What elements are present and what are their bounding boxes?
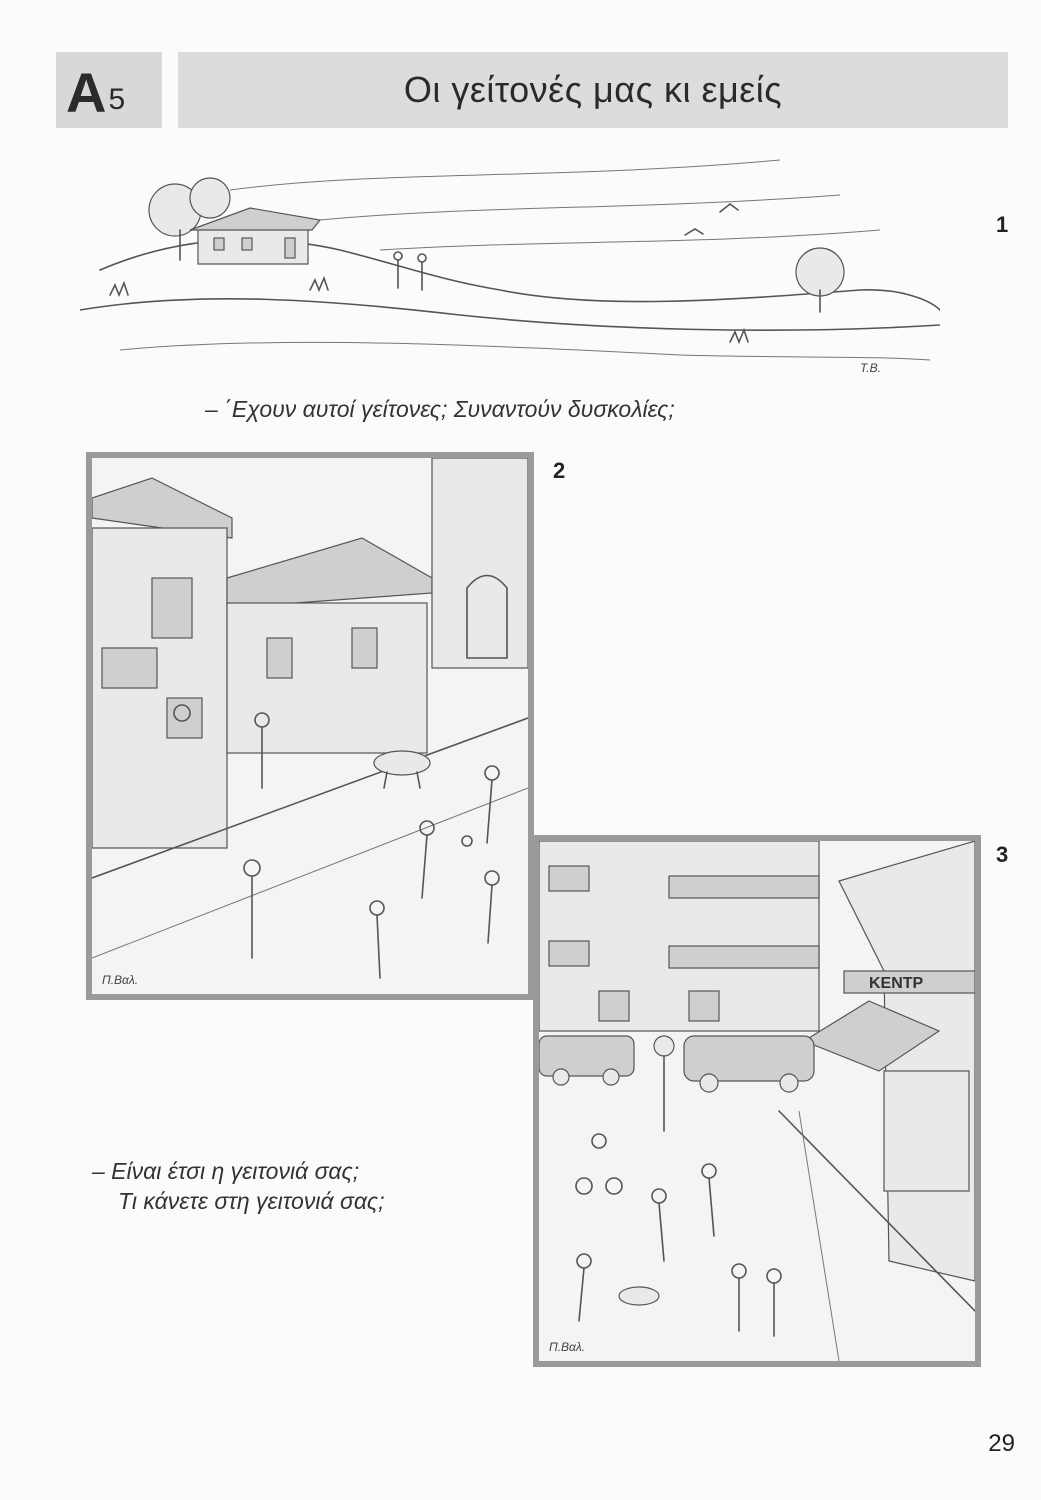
illustration-3-signature: Π.Βαλ. bbox=[549, 1340, 586, 1354]
question-2-line1: – Είναι έτσι η γειτονιά σας; bbox=[92, 1158, 360, 1184]
question-1: – ΄Εχουν αυτοί γείτονες; Συναντούν δυσκολίες; bbox=[205, 396, 675, 422]
illustration-2-signature: Π.Βαλ. bbox=[102, 973, 139, 987]
illustration-1-number: 1 bbox=[996, 212, 1009, 237]
illustration-1-signature: T.B. bbox=[860, 361, 881, 375]
unit-number: 5 bbox=[108, 83, 126, 116]
illustration-1-landscape bbox=[80, 150, 940, 380]
page-title: Οι γείτονές μας κι εμείς bbox=[403, 69, 783, 110]
title-bar bbox=[178, 52, 1008, 128]
illustration-2-number: 2 bbox=[553, 458, 566, 483]
illustration-2-frame bbox=[86, 452, 534, 1000]
unit-letter: A bbox=[66, 61, 107, 124]
shop-sign: ΚΕΝΤΡ bbox=[869, 975, 924, 992]
illustration-3-frame bbox=[533, 835, 981, 1367]
question-2-line2: Τι κάνετε στη γειτονιά σας; bbox=[118, 1188, 385, 1214]
unit-badge bbox=[56, 52, 162, 128]
illustration-3-number: 3 bbox=[996, 842, 1009, 867]
page-number: 29 bbox=[988, 1430, 1015, 1457]
